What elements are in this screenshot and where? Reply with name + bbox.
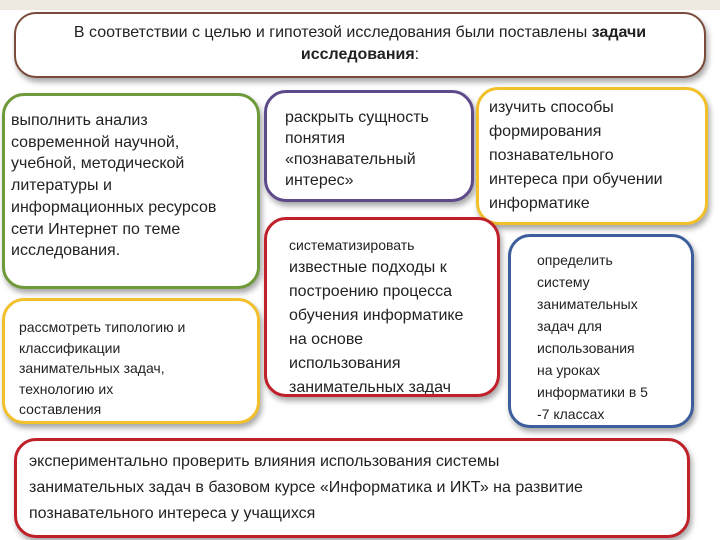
task-line: определить [537, 252, 613, 268]
task-box-systematize [264, 217, 500, 397]
task-line: занимательных задач, [19, 360, 165, 376]
task-line: технологию их [19, 380, 114, 397]
task-line: выполнить анализ [11, 112, 148, 129]
task-line: информатике [489, 195, 590, 212]
header-line-2 [30, 44, 690, 66]
task-line: обучения информатике [289, 307, 464, 324]
task-line: формирования [489, 123, 602, 140]
task-box-essence [264, 90, 474, 202]
task-line: -7 классах [537, 406, 605, 422]
task-line: классификации [19, 339, 121, 356]
task-line: использования [289, 355, 401, 372]
task-line: современной научной, [11, 133, 180, 151]
task-line: составления [19, 401, 102, 417]
task-line: на уроках [537, 362, 601, 378]
header-line-1 [30, 22, 690, 44]
task-line: систему [537, 274, 590, 290]
header-bold-text-2: исследования [300, 46, 415, 63]
task-box-analysis [2, 93, 260, 289]
task-line: рассмотреть типологию и [19, 319, 186, 335]
task-line: познавательного интереса у учащихся [29, 505, 316, 522]
task-line: информационных ресурсов [11, 198, 217, 216]
header-colon: : [414, 46, 420, 63]
task-box-experiment [14, 438, 690, 538]
task-line: «познавательный [285, 151, 416, 168]
task-line: информатики в 5 [537, 384, 648, 400]
task-line: на основе [289, 331, 364, 348]
task-line: задач для [537, 318, 602, 334]
task-line: занимательных [537, 296, 638, 312]
task-line: занимательных задач в базовом курсе «Информатика и ИКТ» на развитие [29, 479, 583, 496]
task-box-typology [2, 298, 260, 424]
task-line: построению процесса [289, 283, 453, 300]
task-line: интереса при обучении [489, 171, 663, 188]
task-line: изучить способы [489, 99, 614, 116]
header-text: В соответствии с целью и гипотезой исследования были поставлены [73, 24, 592, 41]
task-line: учебной, методической [11, 155, 185, 173]
task-line: понятия [285, 130, 345, 147]
top-decor-bar [0, 0, 720, 10]
task-box-methods [476, 87, 708, 225]
task-line: занимательных задач [289, 379, 451, 396]
header-box [14, 12, 706, 78]
task-line: сети Интернет по теме [11, 220, 181, 238]
task-line: литературы и [11, 177, 112, 195]
task-line: систематизировать [289, 237, 415, 253]
task-line: раскрыть сущность [285, 109, 429, 126]
task-line: исследования. [11, 242, 121, 260]
task-line: познавательного [489, 147, 614, 164]
task-line: интерес» [285, 172, 354, 189]
task-line: экспериментально проверить влияния использования системы [29, 453, 500, 470]
task-box-define [508, 234, 694, 428]
task-line: известные подходы к [289, 259, 447, 276]
header-bold-text: задачи [591, 24, 647, 41]
task-line: использования [537, 340, 635, 356]
